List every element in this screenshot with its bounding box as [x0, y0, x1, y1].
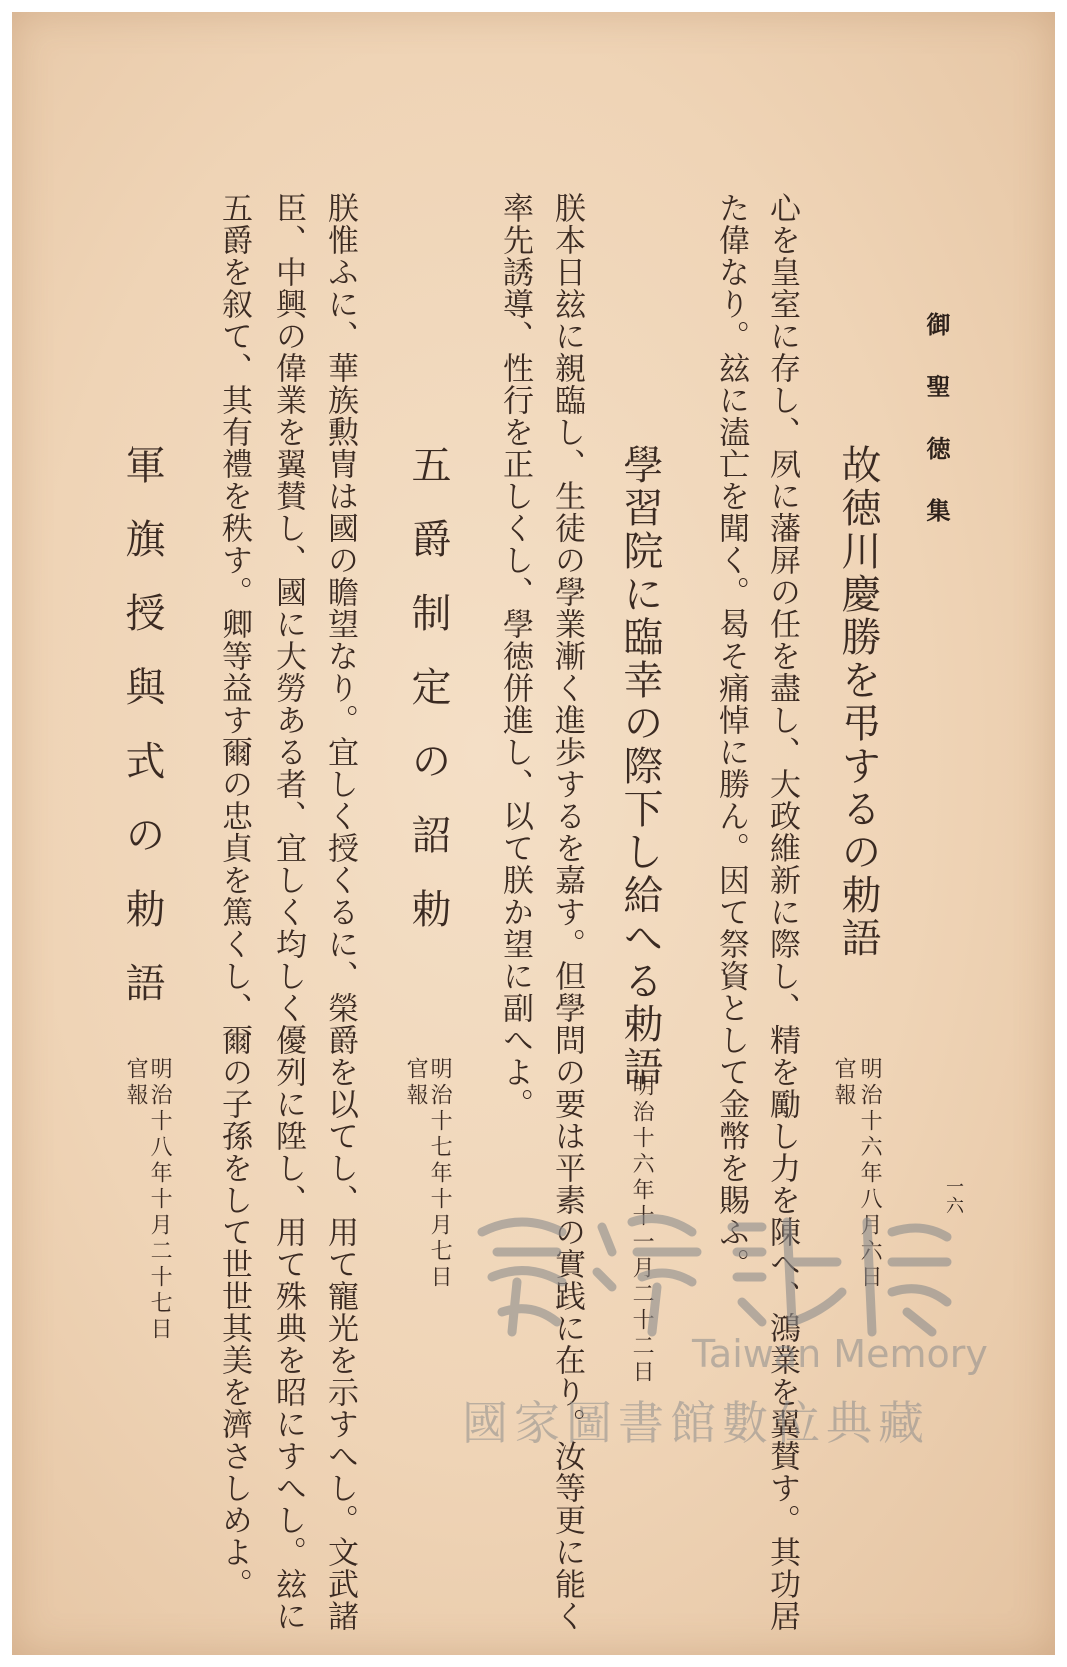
text-column: 五爵を叙て、其有禮を秩す。卿等益す爾の忠貞を篤くし、爾の子孫をして世世其美を濟さしめよ。	[216, 192, 252, 1600]
section-title-gunki: 軍旗授與式の勅語	[119, 444, 165, 1036]
watermark-chinese: 國家圖書館數位典藏	[462, 1396, 930, 1450]
section-date-goshaku: 明治十七年十月七日	[427, 1057, 453, 1291]
text-column: 心を皇室に存し、夙に藩屏の任を盡し、大政維新に際し、精を勵し力を陳へ、鴻業を翼賛す。其功居	[764, 192, 800, 1632]
text-column: 臣、中興の偉業を翼賛し、國に大勞ある者、宜しく均しく優列に陞し、用て殊典を昭にすへし。玆に	[270, 192, 306, 1632]
text-column: 朕本日玆に親臨し、生徒の學業漸く進歩するを嘉す。但學問の要は平素の實践に在り。汝等更に能く	[549, 192, 585, 1632]
text-column: 朕惟ふに、華族勲冑は國の瞻望なり。宜しく授くるに、榮爵を以てし、用て寵光を示すへし。文武諸	[322, 192, 358, 1632]
running-header: 御聖徳集	[922, 312, 951, 560]
page-number: 一六	[943, 1177, 964, 1215]
watermark-english: Taiwan Memory	[692, 1332, 988, 1376]
section-date-tokugawa: 明治十六年八月六日	[857, 1057, 883, 1291]
taiwan-memory-logo	[462, 1192, 962, 1342]
section-title-tokugawa: 故徳川慶勝を弔するの勅語	[835, 444, 881, 960]
section-source-goshaku: 官報	[403, 1057, 429, 1109]
section-source-gunki: 官報	[123, 1057, 149, 1109]
section-title-gakushuin: 學習院に臨幸の際下し給へる勅語	[617, 444, 663, 1089]
text-column: 率先誘導、性行を正しくし、學徳併進し、以て朕か望に副へよ。	[497, 192, 533, 1120]
section-date-gunki: 明治十八年十月二十七日	[147, 1057, 173, 1343]
text-column: た偉なり。玆に溘亡を聞く。曷そ痛悼に勝ん。因て祭資として金幣を賜ふ。	[713, 192, 749, 1280]
section-source-tokugawa: 官報	[831, 1057, 857, 1109]
section-date-gakushuin: 明治十六年十一月二十二日	[629, 1074, 655, 1386]
book-page	[12, 12, 1055, 1655]
section-title-goshaku: 五爵制定の詔勅	[405, 444, 451, 962]
